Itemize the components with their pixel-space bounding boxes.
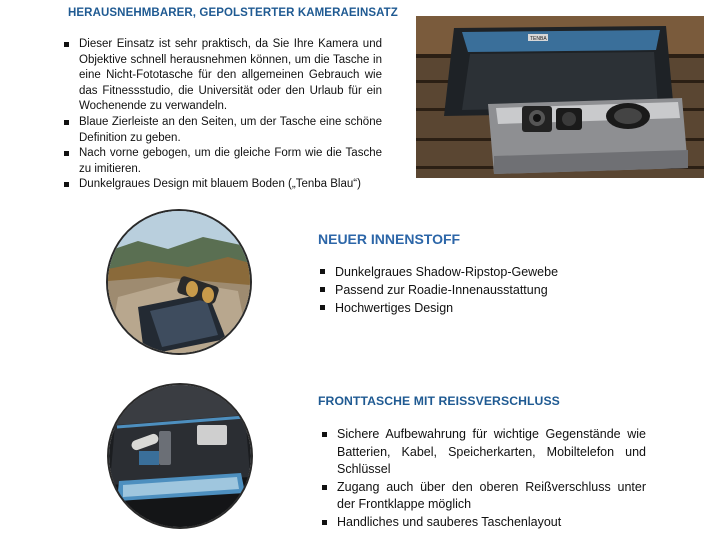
- list-item: Dunkelgraues Shadow-Ripstop-Gewebe: [318, 263, 618, 281]
- section2-bullet-list: [318, 263, 618, 317]
- list-item: Nach vorne gebogen, um die gleiche Form wie die Tasche zu imitieren.: [62, 146, 382, 177]
- brand-label: TENBA: [530, 36, 547, 42]
- section1-bullet-list: [62, 37, 382, 193]
- lining-illustration: [108, 211, 250, 353]
- section3-bullet-list: [320, 426, 646, 532]
- list-item: Blaue Zierleiste an den Seiten, um der Tasche eine schöne Definition zu geben.: [62, 115, 382, 146]
- list-item: Handliches und sauberes Taschenlayout: [320, 514, 646, 532]
- section3-title: FRONTTASCHE MIT REISSVERSCHLUSS: [318, 394, 560, 408]
- front-pocket-illustration: [109, 385, 251, 527]
- list-item: Passend zur Roadie-Innenausstattung: [318, 281, 618, 299]
- list-item: Zugang auch über den oberen Reißverschluss unter der Frontklappe möglich: [320, 479, 646, 514]
- front-pocket-photo: [107, 383, 253, 529]
- section2-title: NEUER INNENSTOFF: [318, 231, 461, 247]
- list-item: Dunkelgraues Design mit blauem Boden („Tenba Blau“): [62, 177, 382, 193]
- section1-title: HERAUSNEHMBARER, GEPOLSTERTER KAMERAEINSATZ: [68, 7, 398, 19]
- lining-photo: [106, 209, 252, 355]
- list-item: Sichere Aufbewahrung für wichtige Gegenstände wie Batterien, Kabel, Speicherkarten, Mobiltelefon und Schlüssel: [320, 426, 646, 479]
- camera-insert-photo: [416, 16, 704, 178]
- list-item: Dieser Einsatz ist sehr praktisch, da Sie Ihre Kamera und Objektive schnell herausnehmen können, um die Tasche in eine Nicht-Fototasche für den allgemeinen Gebrauch wie das Fitnessstudio, die Universität oder den Urlaub für ein Wochenende zu verwandeln.: [62, 37, 382, 115]
- camera-insert-illustration: [416, 16, 704, 178]
- list-item: Hochwertiges Design: [318, 299, 618, 317]
